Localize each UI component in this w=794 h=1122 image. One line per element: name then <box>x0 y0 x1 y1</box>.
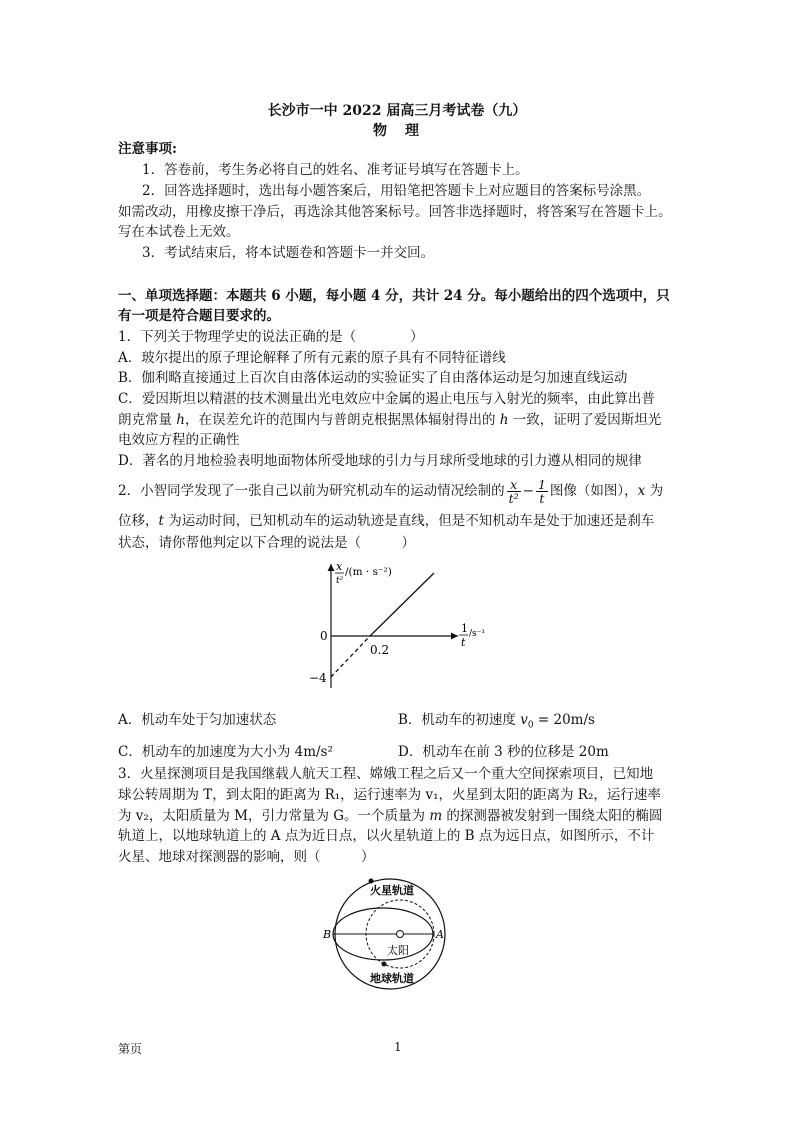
sun-label: 太阳 <box>387 944 409 957</box>
q3-var-m: m <box>429 808 443 824</box>
note-item-2-line-2: 如需改动，用橡皮擦干净后，再选涂其他答案标号。回答非选择题时，将答案写在答题卡上。 <box>118 204 672 220</box>
q2-graph <box>300 558 500 698</box>
graph-x-frac-num: 1 <box>461 622 468 635</box>
mars-planet <box>369 879 374 884</box>
q1-c-text-a: 朗克常量 <box>118 412 177 428</box>
q1-c-var-h: h <box>176 412 185 428</box>
q3-line-5: 火星、地球对探测器的影响，则（ ） <box>118 849 375 865</box>
q1-c-var-h2: h <box>499 412 509 428</box>
q2-stem-line-3: 状态，请你帮他判定以下合理的说法是（ ） <box>118 535 415 551</box>
q2-b-text-b: = 20m/s <box>533 712 595 728</box>
graph-y-label: /(m · s⁻²) <box>345 566 392 578</box>
mars-orbit-label: 火星轨道 <box>370 884 414 897</box>
q2-stem-text-b: 图像（如图）， <box>549 483 638 499</box>
q1-option-b: B．伽利略直接通过上百次自由落体运动的实验证实了自由落体运动是匀加速直线运动 <box>118 370 628 386</box>
q2-option-a: A．机动车处于匀加速状态 <box>118 712 277 728</box>
note-item-3: 3．考试结束后，将本试题卷和答题卡一并交回。 <box>142 245 435 261</box>
graph-y-frac-num: x <box>336 560 343 573</box>
graph-solid-line <box>370 573 434 636</box>
q3-line-2: 球公转周期为 T，到太阳的距离为 R₁，运行速率为 v₁，火星到太阳的距离为 R₂，运行速率 <box>118 787 661 803</box>
q1-option-a: A．玻尔提出的原子理论解释了所有元素的原子具有不同特征谱线 <box>118 350 506 366</box>
note-item-2-line-1: 2．回答选择题时，选出每小题答案后，用铅笔把答题卡上对应题目的答案标号涂黑。 <box>142 183 651 199</box>
graph-x-frac-den: t <box>461 636 466 649</box>
graph-dashed-line <box>331 636 370 677</box>
section1-heading-line-1: 一、单项选择题：本题共 6 小题，每小题 4 分，共计 24 分。每小题给出的四个选项中，只 <box>118 288 670 304</box>
q1-c-text-b: ，在误差允许的范围内与普朗克根据黑体辐射得出的 <box>185 412 500 428</box>
q2-fraction-1-over-t <box>536 478 548 505</box>
graph-y-frac-den: t² <box>336 576 344 586</box>
subject-title: 物 理 <box>373 123 421 139</box>
q1-option-c-line-3: 电效应方程的正确性 <box>118 432 240 448</box>
q2-l2-text-a: 位移， <box>118 513 159 529</box>
q2-b-var-v: v <box>520 712 528 728</box>
footer-page-label: 第页 <box>118 1042 143 1056</box>
q1-option-d: D．著名的月地检验表明地面物体所受地球的引力与月球所受地球的引力遵从相同的规律 <box>118 453 642 469</box>
q2-stem-line-2 <box>118 511 678 531</box>
q3-line-1: 3．火星探测项目是我国继载人航天工程、嫦娥工程之后又一个重大空间探索项目，已知地 <box>118 766 654 782</box>
frac1-num: x <box>507 478 521 492</box>
graph-y-tick: −4 <box>309 671 327 685</box>
q2-var-t: t <box>158 513 164 529</box>
footer-page-number: 1 <box>394 1040 402 1054</box>
q2-b-text-a: B．机动车的初速度 <box>398 712 521 728</box>
q2-stem-text-a: 2．小智同学发现了一张自己以前为研究机动车的运动情况绘制的 <box>118 483 505 499</box>
q2-l2-text-b: 为运动时间，已知机动车的运动轨迹是直线，但是不知机动车是处于加速还是刹车 <box>163 513 655 529</box>
q2-stem-text-c: 为 <box>645 483 664 499</box>
q3-orbit-diagram <box>320 868 460 998</box>
note-item-1: 1．答卷前，考生务必将自己的姓名、准考证号填写在答题卡上。 <box>142 162 529 178</box>
q2-option-b <box>398 710 595 736</box>
q1-option-c-line-1: C．爱因斯坦以精湛的技术测量出光电效应中金属的遏止电压与入射光的频率，由此算出普 <box>118 391 655 407</box>
graph-x-tick: 0.2 <box>370 643 390 657</box>
earth-orbit-label: 地球轨道 <box>370 972 414 985</box>
q2-var-x: x <box>637 483 646 499</box>
graph-origin: 0 <box>320 629 328 643</box>
graph-x-label: /s⁻¹ <box>469 629 486 639</box>
q2-minus: − <box>522 483 534 499</box>
notes-heading: 注意事项: <box>118 141 177 157</box>
note-item-2-line-3: 写在本试卷上无效。 <box>118 224 240 240</box>
q3-line-3 <box>118 806 678 826</box>
q1-c-text-c: 一致，证明了爱因斯坦光 <box>508 412 662 428</box>
point-a-label: A <box>436 928 444 941</box>
q2-stem-line-1 <box>118 478 678 505</box>
frac1-den: t² <box>508 491 519 506</box>
q1-option-c-line-2 <box>118 410 678 430</box>
q1-stem: 1．下列关于物理学史的说法正确的是（ ） <box>118 329 424 345</box>
sun-dot <box>397 931 404 938</box>
q3-l3-text-b: 的探测器被发射到一围绕太阳的椭圆 <box>442 808 663 824</box>
q2-option-d: D．机动车在前 3 秒的位移是 20m <box>398 744 609 760</box>
q3-line-4: 轨道上，以地球轨道上的 A 点为近日点，以火星轨道上的 B 点为远日点，如图所示，不计 <box>118 828 655 844</box>
exam-title: 长沙市一中 2022 届高三月考试卷（九） <box>267 103 527 119</box>
q3-l3-text-a: 为 v₂，太阳质量为 M，引力常量为 G。一个质量为 <box>118 808 430 824</box>
earth-planet <box>382 962 387 967</box>
q2-fraction-x-over-t2 <box>507 478 521 505</box>
frac2-den: t <box>539 491 545 506</box>
section1-heading-line-2: 有一项是符合题目要求的。 <box>118 308 280 324</box>
q2-option-c: C．机动车的加速度为大小为 4m/s² <box>118 744 333 760</box>
q2-b-sub: 0 <box>527 720 534 731</box>
frac2-num: 1 <box>537 477 546 492</box>
point-b-label: B <box>323 928 332 941</box>
